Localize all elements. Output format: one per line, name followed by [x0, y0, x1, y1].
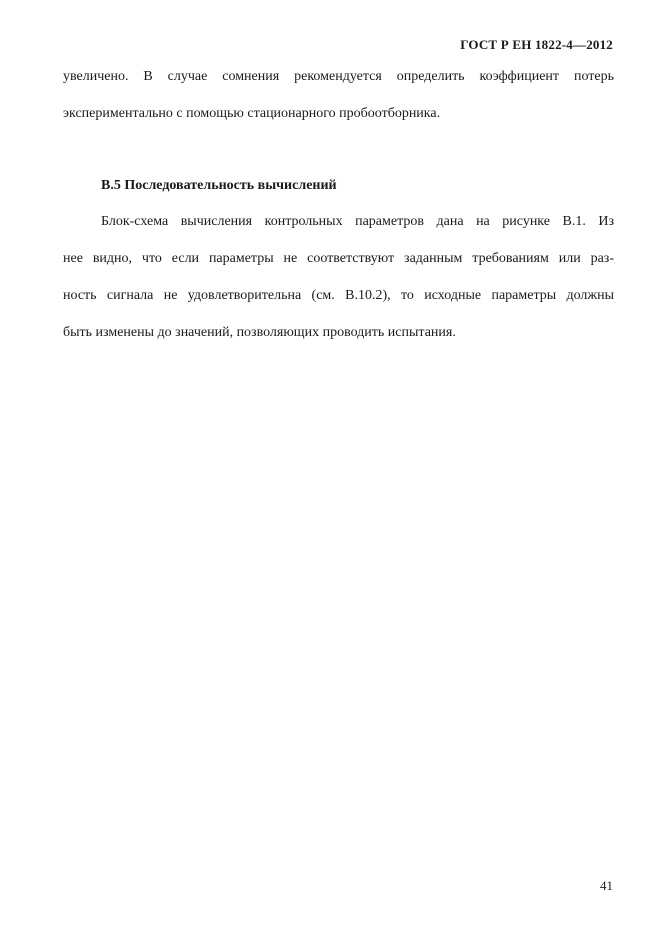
paragraph-section-body: [63, 203, 614, 351]
paragraph-line: экспериментально с помощью стационарного пробоотборника.: [63, 106, 441, 121]
paragraph-line: ность сигнала не удовлетворительна (см. B.10.2), то исходные параметры должны: [63, 288, 614, 303]
paragraph-line: увеличено. В случае сомнения рекомендуется определить коэффициент потерь: [63, 69, 614, 84]
paragraph-line: Блок-схема вычисления контрольных параметров дана на рисунке B.1. Из: [101, 214, 614, 229]
paragraph-line: быть изменены до значений, позволяющих проводить испытания.: [63, 325, 456, 340]
page-number: 41: [600, 878, 613, 893]
paragraph-continued: [63, 58, 614, 132]
paragraph-line: нее видно, что если параметры не соответствуют заданным требованиям или раз-: [63, 251, 614, 266]
document-header: ГОСТ Р ЕН 1822-4—2012: [460, 37, 613, 52]
section-heading: B.5 Последовательность вычислений: [101, 178, 337, 193]
